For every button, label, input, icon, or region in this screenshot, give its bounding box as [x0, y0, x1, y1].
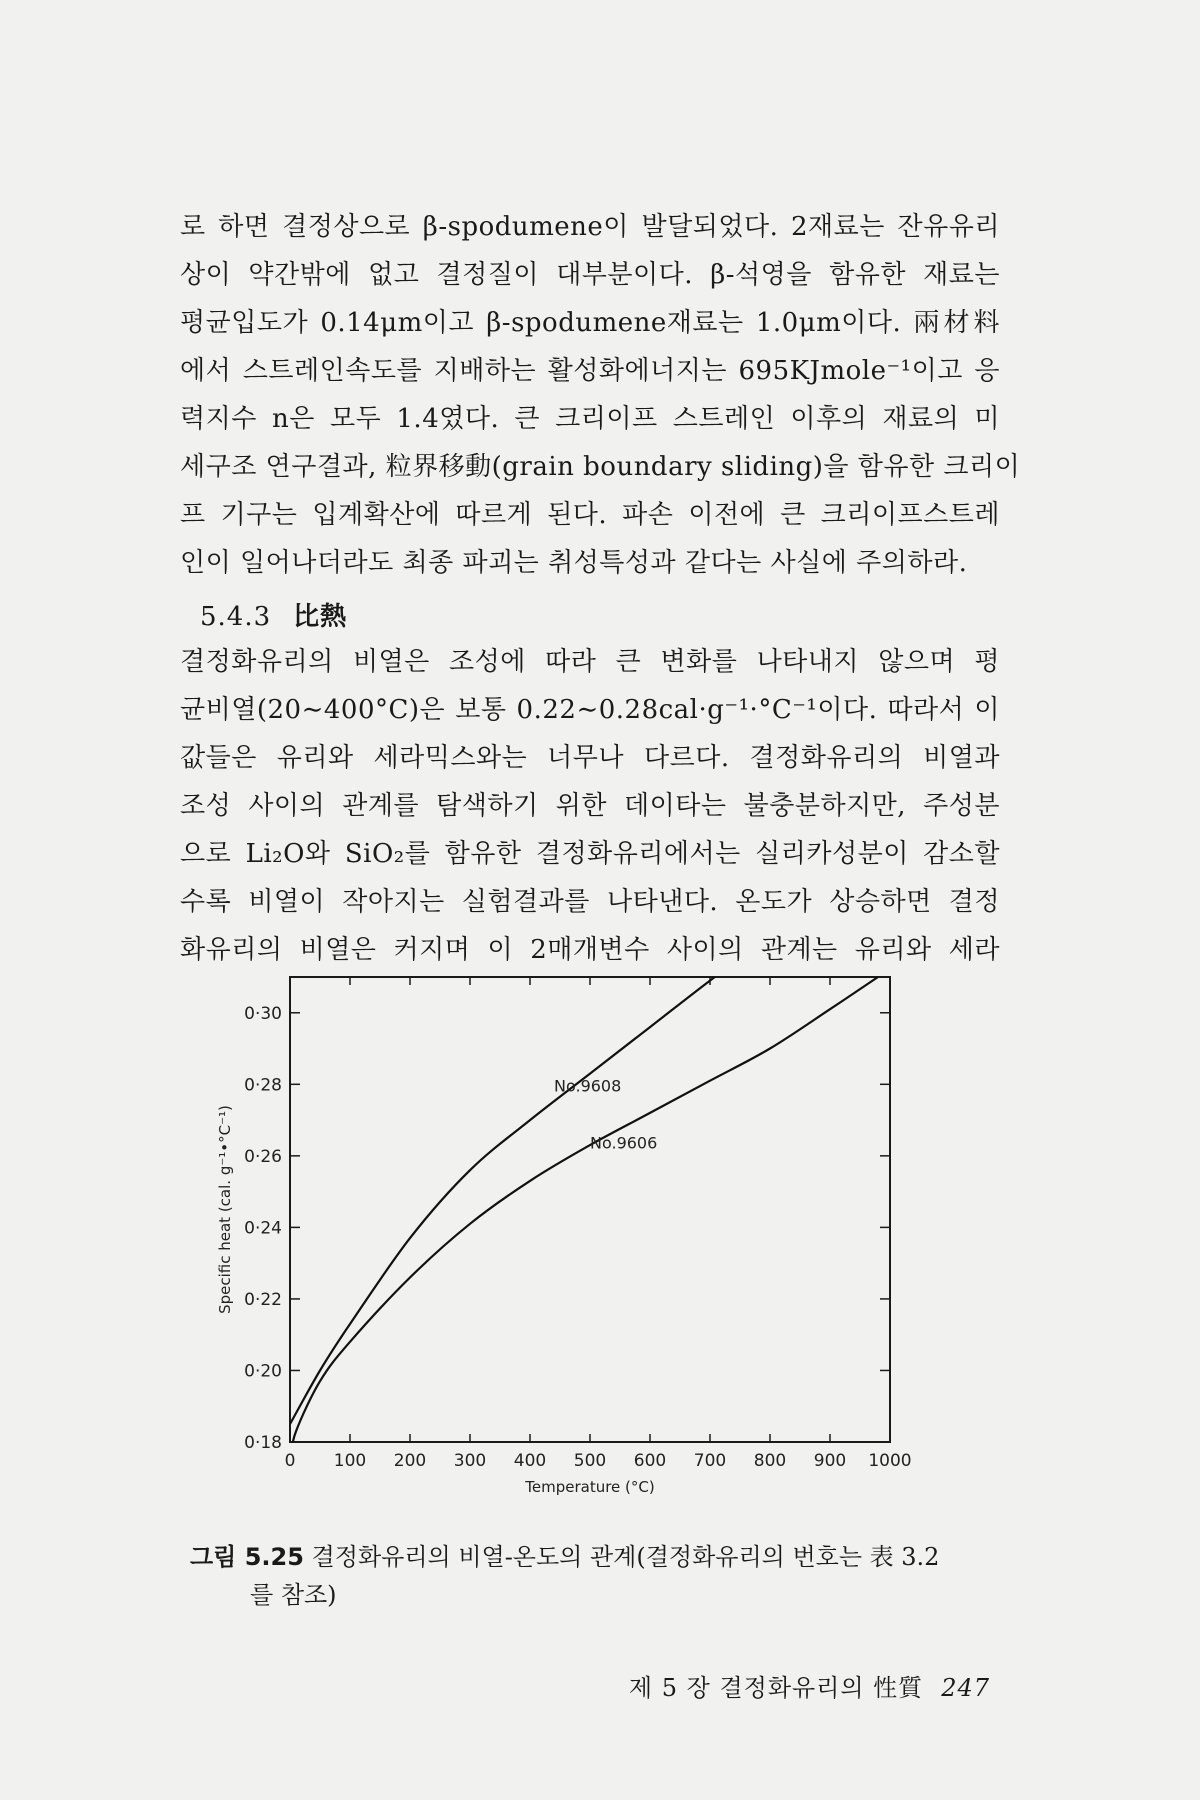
- specific-heat-chart: [200, 965, 980, 1525]
- x-tick-label: 300: [453, 1451, 487, 1471]
- y-axis-title: Specific heat (cal. g⁻¹•°C⁻¹): [216, 1105, 234, 1314]
- caption-text-continued: 를 참조): [250, 1581, 337, 1609]
- series-line: [290, 977, 878, 1460]
- text-line: 력지수 n은 모두 1.4였다. 큰 크리이프 스트레인 이후의 재료의 미: [180, 404, 1000, 434]
- y-tick-label: 0·18: [244, 1433, 282, 1453]
- x-tick-label: 200: [393, 1451, 427, 1471]
- y-tick-label: 0·26: [244, 1146, 282, 1167]
- section-number: 5.4.3: [200, 602, 272, 632]
- y-tick-label: 0·24: [244, 1218, 282, 1239]
- text-line: 균비열(20∼400°C)은 보통 0.22∼0.28cal·g⁻¹·°C⁻¹이다. 따라서 이: [180, 695, 1000, 725]
- text-line: 인이 일어나더라도 최종 파괴는 취성특성과 같다는 사실에 주의하라.: [180, 548, 968, 578]
- text-line: 에서 스트레인속도를 지배하는 활성화에너지는 695KJmole⁻¹이고 응: [180, 356, 1000, 386]
- figure-caption: [190, 1538, 1010, 1614]
- text-line: 세구조 연구결과, 粒界移動(grain boundary sliding)을 함유한 크리이: [180, 452, 1021, 482]
- chapter-title: 제 5 장 결정화유리의 性質: [628, 1674, 924, 1702]
- y-tick-label: 0·28: [244, 1075, 282, 1096]
- x-tick-label: 100: [333, 1451, 367, 1471]
- caption-text: 결정화유리의 비열-온도의 관계(결정화유리의 번호는 表 3.2: [311, 1543, 940, 1571]
- series-line: [290, 965, 740, 1424]
- text-line: 화유리의 비열은 커지며 이 2매개변수 사이의 관계는 유리와 세라: [180, 935, 1000, 965]
- x-tick-label: 800: [753, 1451, 787, 1471]
- paragraph-crystal-phase: [180, 203, 1021, 587]
- caption-label: 그림 5.25: [190, 1543, 304, 1571]
- text-line: 프 기구는 입계확산에 따르게 된다. 파손 이전에 큰 크리이프스트레: [180, 500, 1000, 530]
- text-line: 상이 약간밖에 없고 결정질이 대부분이다. β-석영을 함유한 재료는: [180, 260, 1000, 290]
- text-line: 으로 Li₂O와 SiO₂를 함유한 결정화유리에서는 실리카성분이 감소할: [180, 839, 1000, 869]
- section-heading: [200, 596, 347, 633]
- text-line: 로 하면 결정상으로 β-spodumene이 발달되었다. 2재료는 잔유유리: [180, 212, 1000, 242]
- paragraph-specific-heat: [180, 638, 1000, 974]
- text-line: 값들은 유리와 세라믹스와는 너무나 다르다. 결정화유리의 비열과: [180, 743, 1000, 773]
- x-axis-title: Temperature (°C): [525, 1478, 655, 1496]
- text-line: 평균입도가 0.14μm이고 β-spodumene재료는 1.0μm이다. 兩材料: [180, 308, 1000, 338]
- text-line: 조성 사이의 관계를 탐색하기 위한 데이타는 불충분하지만, 주성분: [180, 791, 1000, 821]
- y-tick-label: 0·20: [244, 1361, 282, 1382]
- section-title: 比熱: [293, 602, 348, 632]
- x-tick-label: 1000: [868, 1451, 912, 1471]
- page-number: 247: [941, 1674, 990, 1702]
- x-tick-label: 900: [813, 1451, 847, 1471]
- x-tick-label: 0: [284, 1451, 296, 1471]
- text-line: 결정화유리의 비열은 조성에 따라 큰 변화를 나타내지 않으며 평: [180, 647, 1000, 677]
- text-line: 수록 비열이 작아지는 실험결과를 나타낸다. 온도가 상승하면 결정: [180, 887, 1000, 917]
- y-tick-label: 0·30: [244, 1003, 282, 1024]
- x-tick-label: 600: [633, 1451, 667, 1471]
- x-tick-label: 400: [513, 1451, 547, 1471]
- plot-frame: [290, 977, 890, 1442]
- x-tick-label: 500: [573, 1451, 607, 1471]
- series-label: No.9606: [590, 1133, 658, 1153]
- y-tick-label: 0·22: [244, 1289, 282, 1310]
- chart-svg: [200, 965, 980, 1525]
- page-footer: [600, 1668, 990, 1703]
- x-tick-label: 700: [693, 1451, 727, 1471]
- series-label: No.9608: [554, 1076, 622, 1096]
